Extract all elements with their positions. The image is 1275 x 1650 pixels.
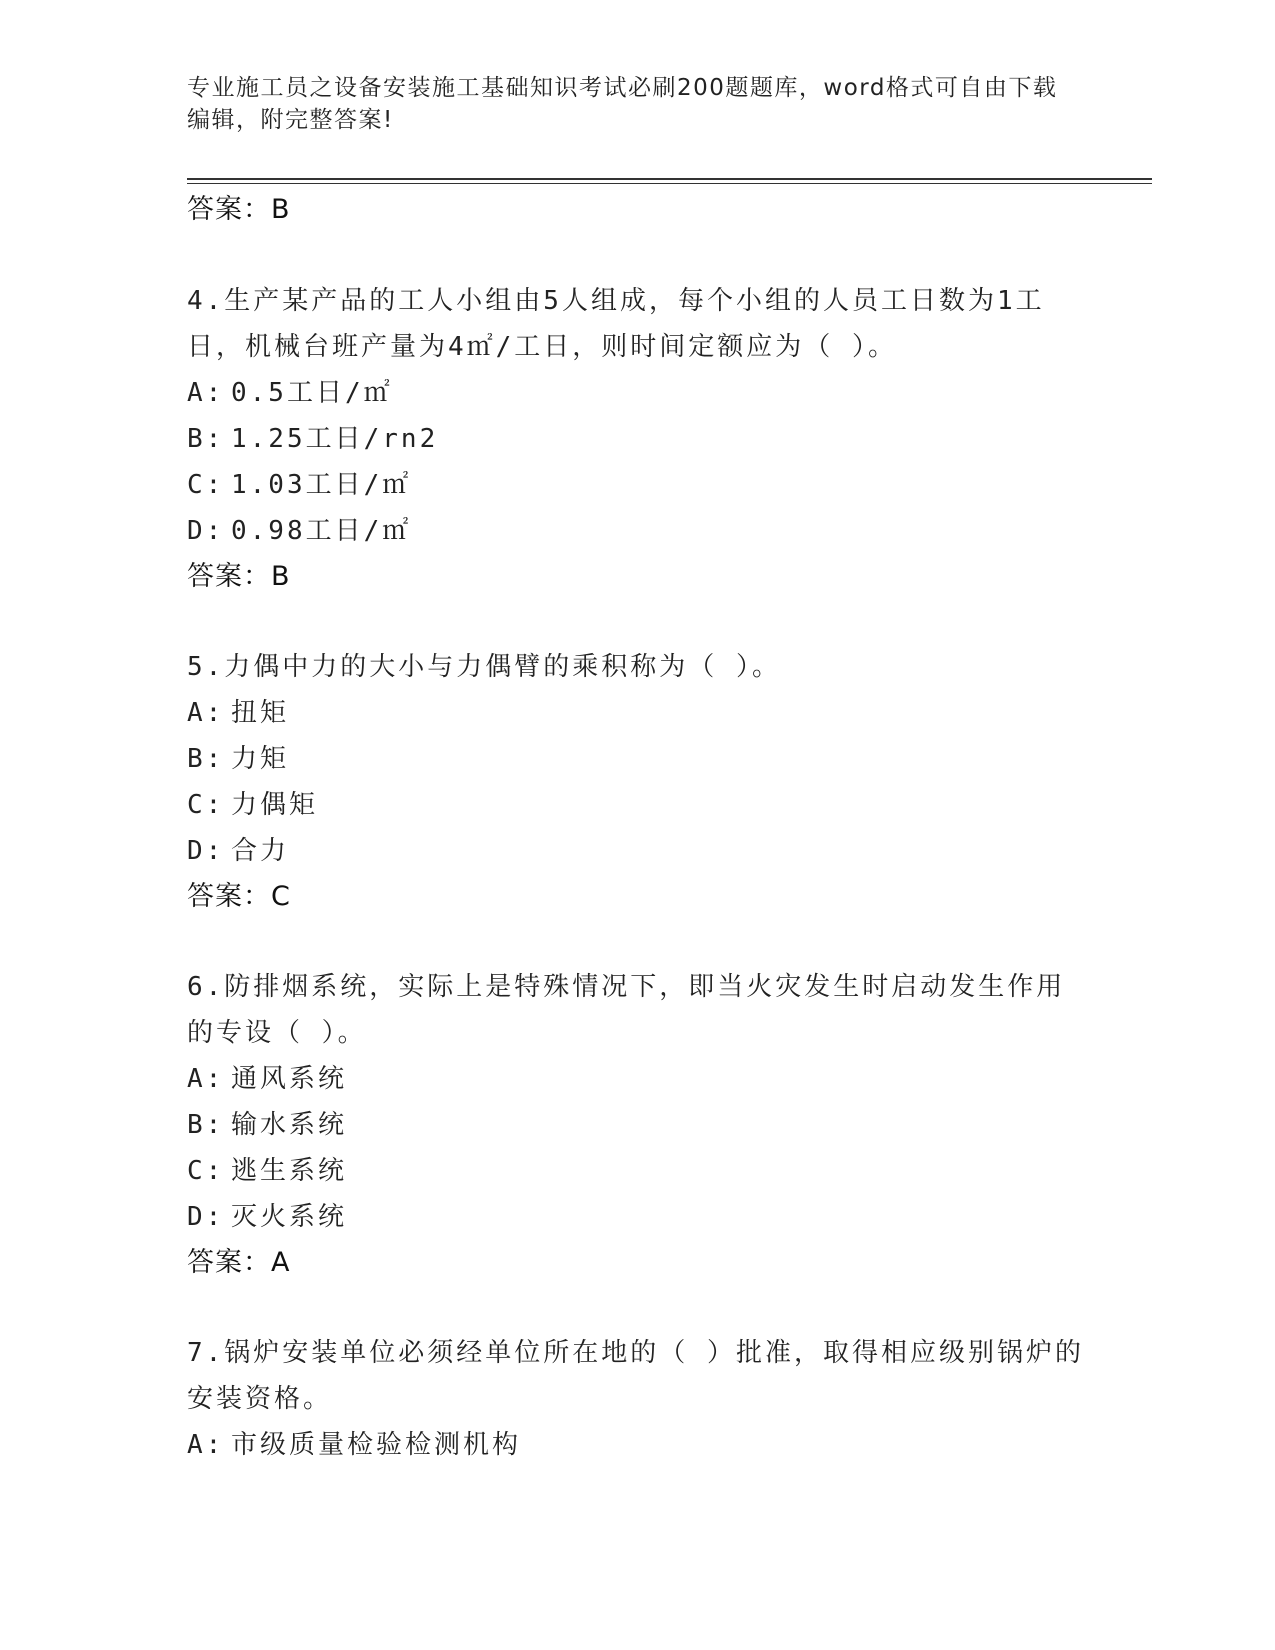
document-header: 专业施工员之设备安装施工基础知识考试必刷200题题库，word格式可自由下载编辑，附完整答案! [187,75,1058,133]
option-text: 合力 [231,836,290,866]
question-item [187,278,1087,600]
option-letter: A: [187,1064,225,1094]
option-letter: C: [187,470,225,500]
option-text: 0.5工日/㎡ [231,378,393,408]
option-text: 扭矩 [231,698,290,728]
question-list [187,186,1087,1468]
option-b [187,416,1087,462]
option-d [187,508,1087,554]
option-letter: A: [187,1430,225,1460]
option-text: 通风系统 [231,1064,348,1094]
question-stem: 5.力偶中力的大小与力偶臂的乘积称为（ ）。 [187,652,781,682]
question-stem: 4.生产某产品的工人小组由5人组成，每个小组的人员工日数为1工日，机械台班产量为4㎡/工日，则时间定额应为（ ）。 [187,286,1045,362]
option-a [187,370,1087,416]
option-letter: A: [187,378,225,408]
answer-line: 答案：C [187,881,291,912]
answer-line: 答案：B [187,194,291,225]
option-c [187,1148,1087,1194]
option-text: 1.25工日/rn2 [231,424,439,454]
question-item [187,1330,1087,1468]
option-text: 0.98工日/㎡ [231,516,412,546]
option-text: 市级质量检验检测机构 [231,1430,522,1460]
header-divider [187,178,1152,180]
question-item [187,964,1087,1286]
option-text: 逃生系统 [231,1156,348,1186]
option-d [187,828,1087,874]
option-b [187,1102,1087,1148]
option-a [187,690,1087,736]
option-text: 力矩 [231,744,290,774]
option-a [187,1056,1087,1102]
answer-line: 答案：A [187,1247,291,1278]
option-letter: C: [187,1156,225,1186]
answer-line: 答案：B [187,561,291,592]
option-b [187,736,1087,782]
option-letter: B: [187,744,225,774]
option-c [187,462,1087,508]
question-stem: 6.防排烟系统，实际上是特殊情况下，即当火灾发生时启动发生作用的专设（ ）。 [187,972,1066,1048]
option-c [187,782,1087,828]
option-a [187,1422,1087,1468]
header-divider-thin [187,183,1152,184]
option-text: 输水系统 [231,1110,348,1140]
option-d [187,1194,1087,1240]
option-letter: A: [187,698,225,728]
option-text: 1.03工日/㎡ [231,470,412,500]
option-text: 灭火系统 [231,1202,348,1232]
question-stem: 7.锅炉安装单位必须经单位所在地的（ ）批准，取得相应级别锅炉的安装资格。 [187,1338,1084,1414]
option-letter: C: [187,790,225,820]
question-item [187,644,1087,920]
option-letter: B: [187,1110,225,1140]
option-letter: B: [187,424,225,454]
option-letter: D: [187,836,225,866]
option-letter: D: [187,1202,225,1232]
option-text: 力偶矩 [231,790,319,820]
option-letter: D: [187,516,225,546]
